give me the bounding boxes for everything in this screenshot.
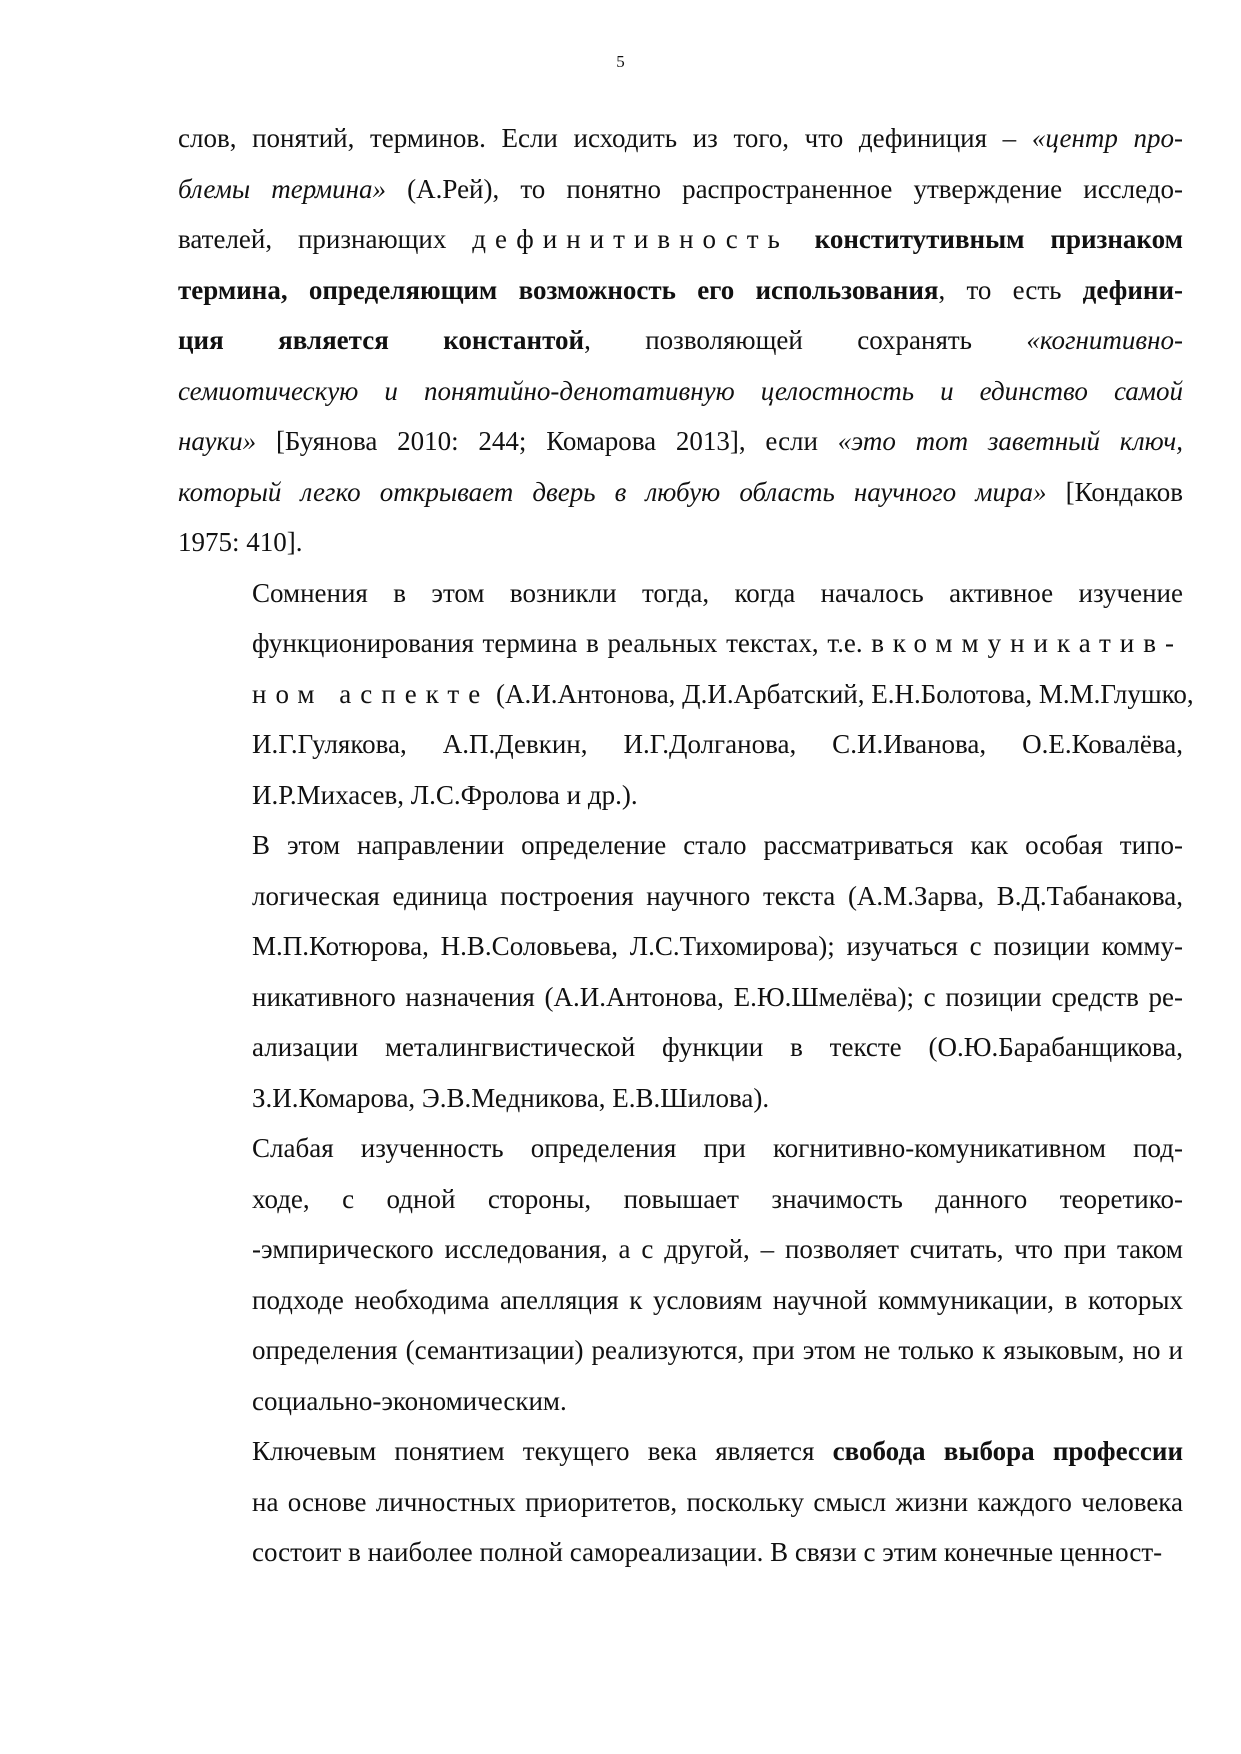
page-number: 5 xyxy=(616,52,625,71)
text-line xyxy=(178,1174,1183,1225)
italic-text: который легко открывает дверь в любую область научного мира» xyxy=(178,476,1047,507)
text-segment: [Буянова 2010: 244; Комарова 2013], если xyxy=(256,426,838,456)
bold-text: конститутивным признаком xyxy=(814,224,1184,254)
paragraph xyxy=(178,1123,1183,1426)
text-line xyxy=(178,214,1183,265)
text-line xyxy=(178,265,1183,316)
spaced-text: коммуникатив- xyxy=(892,628,1183,658)
bold-text: термина, определяющим возможность его использования xyxy=(178,274,939,305)
text-segment: -эмпирического исследования, а с другой, – позволяет считать, что при таком xyxy=(252,1234,1183,1264)
paragraph xyxy=(178,568,1194,821)
spaced-text: ном аспекте xyxy=(252,678,490,709)
text-segment: логическая единица построения научного текста (А.М.Зарва, В.Д.Табанакова, xyxy=(252,880,1183,911)
text-line xyxy=(178,1022,1183,1073)
text-segment: З.И.Комарова, Э.В.Медникова, Е.В.Шилова). xyxy=(252,1082,770,1113)
text-segment: (А.Рей), то понятно распространенное утверждение исследо- xyxy=(386,173,1183,204)
text-segment: 1975: 410]. xyxy=(178,527,303,557)
text-segment: вателей, признающих xyxy=(178,224,473,254)
paragraph xyxy=(178,820,1183,1123)
bold-text: ция является константой xyxy=(178,325,585,355)
text-segment: (А.И.Антонова, Д.И.Арбатский, Е.Н.Болотова, М.М.Глушко, xyxy=(489,678,1194,709)
bold-text: дефини- xyxy=(1082,274,1183,305)
text-segment: Слабая изученность определения при когнитивно-комуникативном под- xyxy=(252,1133,1183,1163)
italic-text: «когнитивно- xyxy=(1026,325,1183,355)
italic-text: блемы термина» xyxy=(178,173,387,204)
text-segment: подходе необходима апелляция к условиям научной коммуникации, в которых xyxy=(252,1284,1183,1315)
text-line xyxy=(178,1123,1183,1174)
text-line xyxy=(178,1275,1183,1326)
text-line xyxy=(178,315,1183,366)
spaced-text: дефинитивность xyxy=(472,224,789,254)
text-line xyxy=(178,113,1183,164)
text-line xyxy=(178,871,1183,922)
text-segment: определения (семантизации) реализуются, при этом не только к языковым, но и xyxy=(252,1335,1183,1365)
text-line xyxy=(178,1477,1183,1528)
text-segment: Ключевым понятием текущего века является xyxy=(252,1436,833,1466)
text-segment: В этом направлении определение стало рассматриваться как особая типо- xyxy=(252,830,1183,860)
text-segment: на основе личностных приоритетов, поскольку смысл жизни каждого человека xyxy=(252,1486,1183,1517)
text-segment: функционирования термина в реальных текстах, т.е. в xyxy=(252,628,893,658)
text-line xyxy=(178,1224,1183,1275)
text-segment: , то есть xyxy=(938,274,1083,305)
text-segment: слов, понятий, терминов. Если исходить из того, что дефиниция – xyxy=(178,123,1032,153)
text-segment: И.Р.Михасев, Л.С.Фролова и др.). xyxy=(252,779,638,810)
text-line xyxy=(178,618,1183,669)
text-segment: М.П.Котюрова, Н.В.Соловьева, Л.С.Тихомирова); изучаться с позиции комму- xyxy=(252,931,1183,961)
text-line xyxy=(178,416,1183,467)
text-line xyxy=(178,467,1183,518)
text-segment: ходе, с одной стороны, повышает значимость данного теоретико- xyxy=(252,1183,1183,1214)
text-line xyxy=(178,820,1183,871)
text-segment xyxy=(789,224,815,254)
text-segment: ализации металингвистической функции в тексте (О.Ю.Барабанщикова, xyxy=(252,1032,1183,1062)
text-segment: состоит в наиболее полной самореализации. В связи с этим конечные ценност- xyxy=(252,1537,1163,1567)
text-segment: , позволяющей сохранять xyxy=(584,325,1027,355)
text-segment: И.Г.Гулякова, А.П.Девкин, И.Г.Долганова, С.И.Иванова, О.Е.Ковалёва, xyxy=(252,729,1183,759)
text-line xyxy=(178,972,1183,1023)
text-line xyxy=(178,164,1183,215)
italic-text: семиотическую и понятийно-денотативную целостность и единство самой xyxy=(178,375,1183,406)
italic-text: науки» xyxy=(178,426,257,456)
text-line xyxy=(178,1527,1183,1578)
text-line xyxy=(178,366,1183,417)
text-segment: [Кондаков xyxy=(1046,476,1183,507)
text-segment: Сомнения в этом возникли тогда, когда началось активное изучение xyxy=(252,577,1183,608)
text-body xyxy=(178,113,1194,1578)
text-line xyxy=(178,719,1183,770)
paragraph xyxy=(178,1426,1183,1578)
text-line xyxy=(178,1325,1183,1376)
italic-text: «это тот заветный ключ, xyxy=(837,426,1183,456)
text-line xyxy=(178,1376,1183,1427)
text-segment: социально-экономическим. xyxy=(252,1385,567,1416)
text-line xyxy=(178,517,1183,568)
italic-text: «центр про- xyxy=(1031,123,1183,153)
text-line xyxy=(178,669,1194,720)
text-line xyxy=(178,1073,1183,1124)
text-line xyxy=(178,770,1183,821)
text-line xyxy=(178,921,1183,972)
text-line xyxy=(178,1426,1183,1477)
text-segment: никативного назначения (А.И.Антонова, Е.Ю.Шмелёва); с позиции средств ре- xyxy=(252,981,1183,1012)
paragraph xyxy=(178,113,1183,568)
bold-text: свобода выбора профессии xyxy=(832,1436,1183,1466)
text-line xyxy=(178,568,1183,619)
